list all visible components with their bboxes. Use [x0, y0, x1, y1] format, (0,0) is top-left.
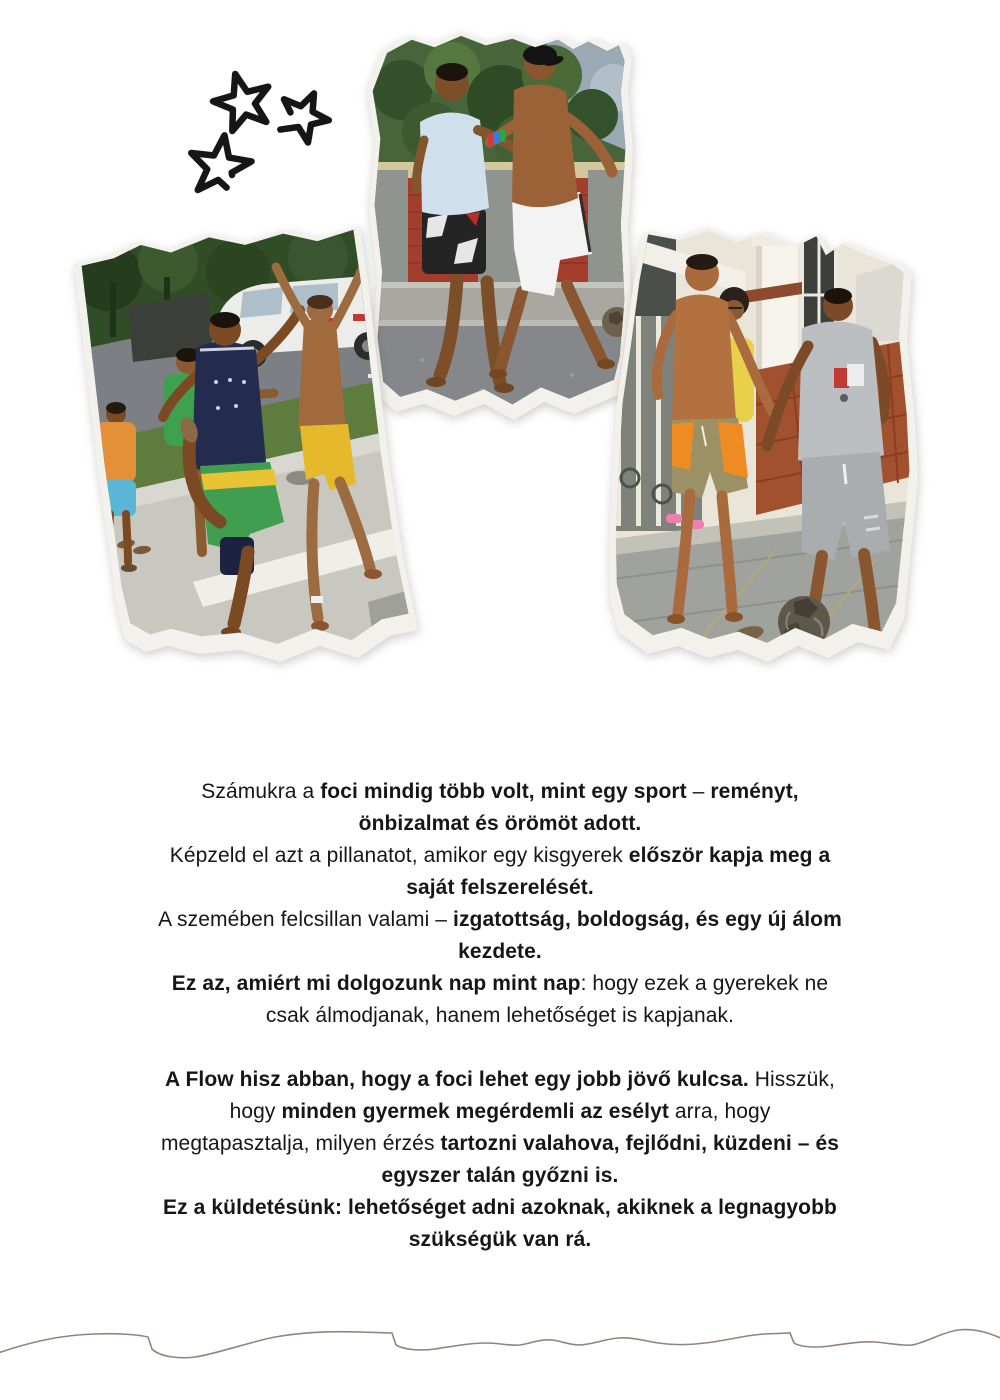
scene-sidewalk-dribble	[606, 220, 918, 680]
mission-text	[50, 776, 950, 1256]
text-line: Ez az, amiért mi dolgozunk nap mint nap: hogy ezek a gyerekek ne	[171, 972, 829, 995]
text-line: kezdete.	[458, 940, 542, 963]
text-line: A szemében felcsillan valami – izgatottság, boldogság, és egy új álom	[158, 908, 842, 931]
text-line: Számukra a foci mindig több volt, mint egy sport – reményt,	[201, 780, 799, 803]
star-3	[191, 135, 251, 195]
star-2	[280, 93, 329, 142]
mission-paragraph-2	[50, 1064, 950, 1256]
text-line: hogy minden gyermek megérdemli az esélyt arra, hogy	[229, 1100, 771, 1123]
text-line: szükségük van rá.	[408, 1228, 592, 1251]
text-line: megtapasztalja, milyen érzés tartozni valahova, fejlődni, küzdeni – és	[160, 1132, 840, 1155]
stars-doodle-icon	[178, 55, 348, 205]
photo-right	[606, 220, 918, 680]
photo-left	[68, 222, 420, 674]
mission-paragraph-1	[50, 776, 950, 1032]
text-line: saját felszerelését.	[406, 876, 594, 899]
text-line: A Flow hisz abban, hogy a foci lehet egy jobb jövő kulcsa. Hisszük,	[165, 1068, 835, 1091]
text-line: Képzeld el azt a pillanatot, amikor egy kisgyerek először kapja meg a	[169, 844, 831, 867]
torn-bottom-edge	[0, 1318, 1000, 1388]
text-line: Ez a küldetésünk: lehetőséget adni azoknak, akiknek a legnagyobb	[163, 1196, 837, 1219]
text-line: önbizalmat és örömöt adott.	[358, 812, 642, 835]
star-1	[213, 74, 268, 131]
text-line: egyszer talán győzni is.	[381, 1164, 619, 1187]
text-line: csak álmodjanak, hanem lehetőséget is kapjanak.	[265, 1004, 735, 1027]
